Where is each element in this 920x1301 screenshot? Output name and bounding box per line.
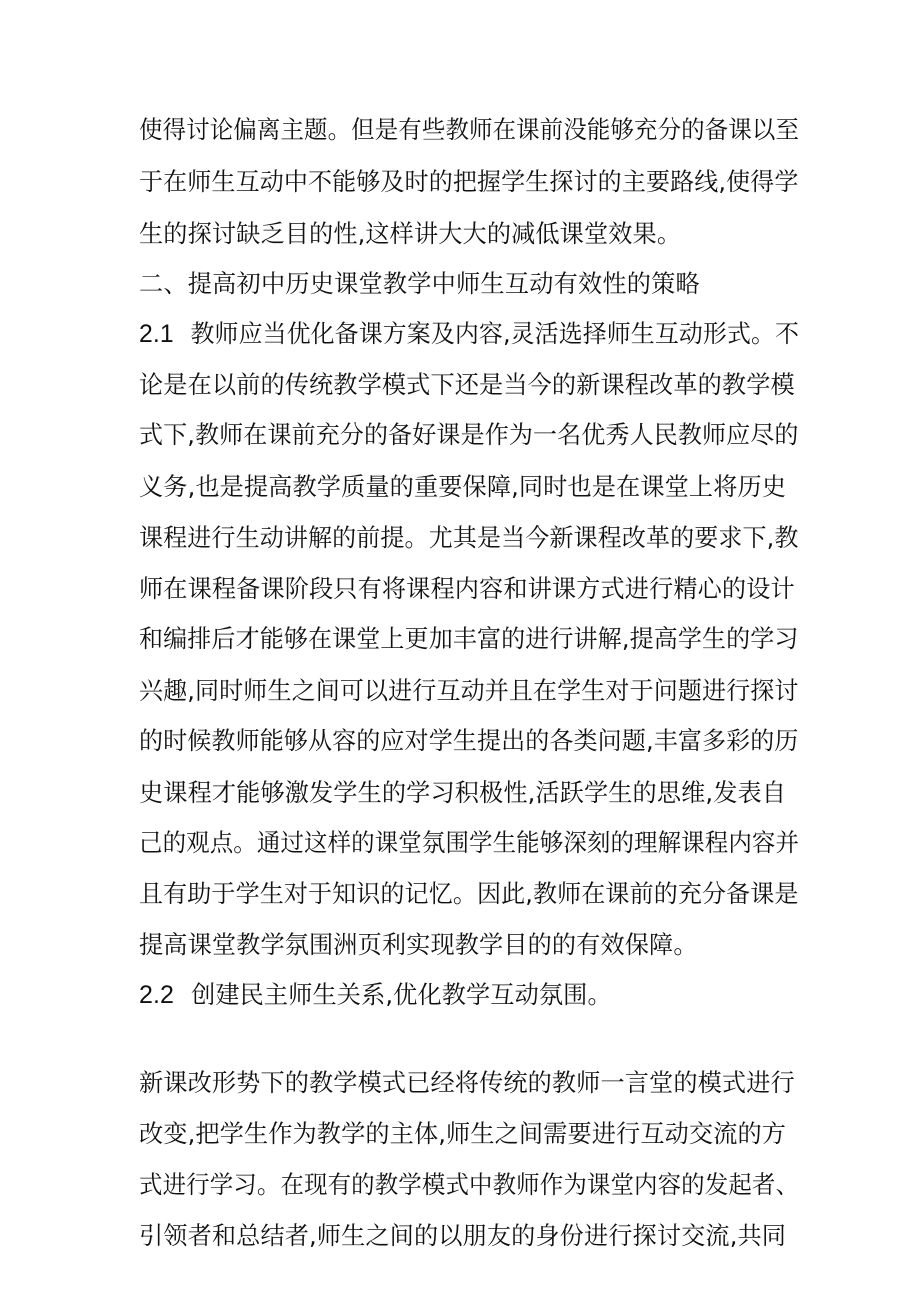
body-line: 的时候教师能够从容的应对学生提出的各类问题,丰富多彩的历 <box>139 727 799 755</box>
body-line: 式进行学习。在现有的教学模式中教师作为课堂内容的发起者、 <box>139 1171 800 1199</box>
body-line: 己的观点。通过这样的课堂氛围学生能够深刻的理解课程内容并 <box>139 829 800 857</box>
body-line: 兴趣,同时师生之间可以进行互动并且在学生对于问题进行探讨 <box>139 677 799 705</box>
body-line: 使得讨论偏离主题。但是有些教师在课前没能够充分的备课以至 <box>139 116 800 144</box>
body-line: 提高课堂教学氛围洲页利实现教学目的的有效保障。 <box>139 931 698 959</box>
body-line: 课程进行生动讲解的前提。尤其是当今新课程改革的要求下,教 <box>139 524 799 552</box>
body-line: 义务,也是提高教学质量的重要保障,同时也是在课堂上将历史 <box>139 473 787 501</box>
subsection-text: 教师应当优化备课方案及内容,灵活选择师生互动形式。不 <box>190 320 800 348</box>
body-line: 生的探讨缺乏目的性,这样讲大大的减低课堂效果。 <box>139 220 682 248</box>
body-line: 引领者和总结者,师生之间的以朋友的身份进行探讨交流,共同 <box>139 1222 787 1250</box>
subsection-text: 创建民主师生关系,优化教学互动氛围。 <box>191 981 612 1009</box>
body-line: 新课改形势下的教学模式已经将传统的教师一言堂的模式进行 <box>139 1069 795 1097</box>
body-line: 和编排后才能够在课堂上更加丰富的进行讲解,提高学生的学习 <box>139 625 799 653</box>
body-line: 论是在以前的传统教学模式下还是当今的新课程改革的教学模 <box>139 371 795 399</box>
body-line: 于在师生互动中不能够及时的把握学生探讨的主要路线,使得学 <box>139 168 799 196</box>
subsection-heading-2-2 <box>139 975 799 1015</box>
section-heading: 二、提高初中历史课堂教学中师生互动有效性的策略 <box>139 270 700 298</box>
body-line: 式下,教师在课前充分的备好课是作为一名优秀人民教师应尽的 <box>139 421 799 449</box>
body-line: 改变,把学生作为教学的主体,师生之间需要进行互动交流的方 <box>139 1120 787 1148</box>
subsection-number: 2.1 <box>139 320 174 348</box>
subsection-heading-2-1 <box>139 314 800 354</box>
body-line: 史课程才能够激发学生的学习积极性,活跃学生的思维,发表自 <box>139 779 787 807</box>
body-line: 师在课程备课阶段只有将课程内容和讲课方式进行精心的设计 <box>139 575 795 603</box>
body-line: 且有助于学生对于知识的记忆。因此,教师在课前的充分备课是 <box>139 880 799 908</box>
subsection-number: 2.2 <box>139 981 175 1009</box>
